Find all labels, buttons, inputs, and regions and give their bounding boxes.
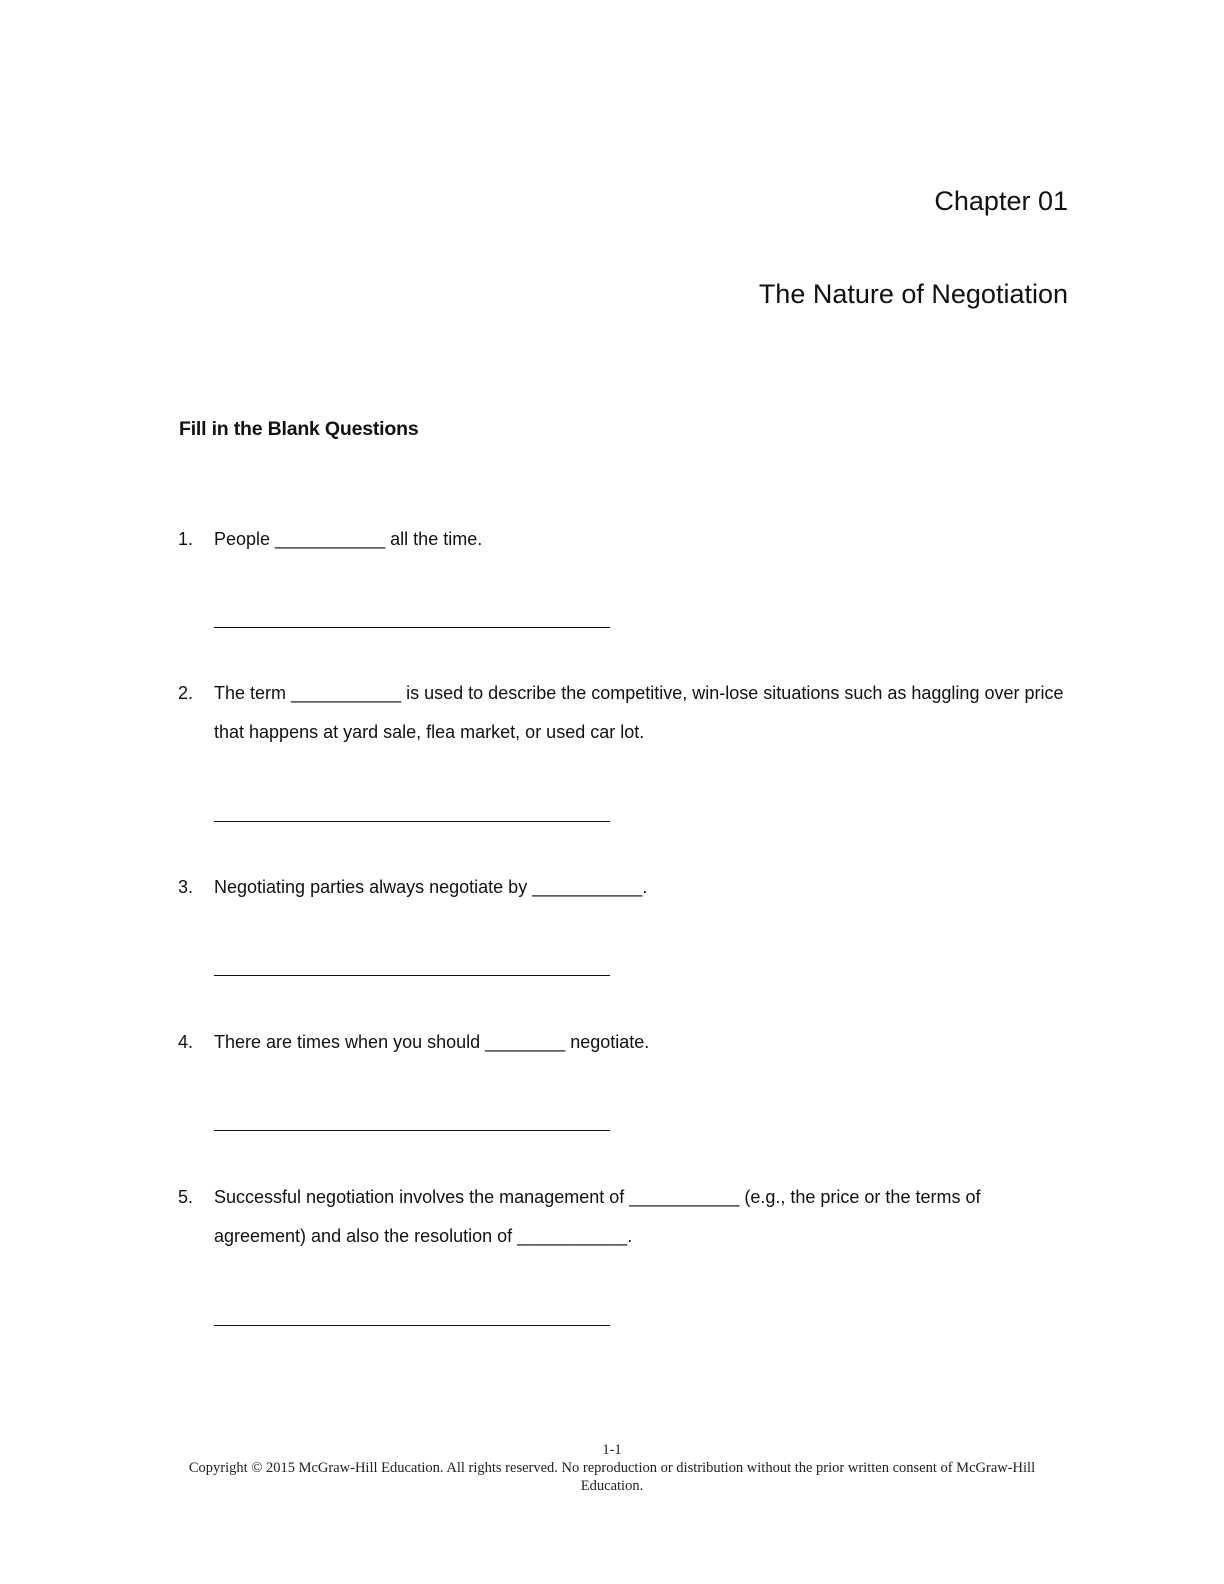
answer-line-4 xyxy=(214,1130,610,1131)
question-number: 4. xyxy=(178,1032,194,1052)
answer-line-2 xyxy=(214,821,610,822)
chapter-title: The Nature of Negotiation xyxy=(758,279,1068,309)
page-footer xyxy=(0,1441,1224,1495)
question-number: 2. xyxy=(178,683,194,703)
question-text: Negotiating parties always negotiate by ___________. xyxy=(214,877,648,897)
question-number: 1. xyxy=(178,529,194,549)
answer-line-1 xyxy=(214,627,610,628)
chapter-label: Chapter 01 xyxy=(934,186,1068,216)
question-number: 3. xyxy=(178,877,194,897)
answer-line-5 xyxy=(214,1325,610,1326)
question-5 xyxy=(178,1178,1068,1256)
question-3 xyxy=(178,868,1068,907)
question-text: The term ___________ is used to describe the competitive, win-lose situations such as haggling over price that happens at yard sale, flea market, or used car lot. xyxy=(214,683,1064,742)
answer-line-3 xyxy=(214,975,610,976)
question-text: People ___________ all the time. xyxy=(214,529,483,549)
copyright-notice: Copyright © 2015 McGraw-Hill Education. All rights reserved. No reproduction or distribution without the prior written consent of McGraw-Hill Education. xyxy=(188,1460,1036,1494)
question-4 xyxy=(178,1023,1068,1062)
question-text: There are times when you should ________ negotiate. xyxy=(214,1032,650,1052)
question-text: Successful negotiation involves the management of ___________ (e.g., the price or the terms of agreement) and also the resolution of ___________. xyxy=(214,1187,981,1246)
page-number: 1-1 xyxy=(602,1442,622,1458)
question-1 xyxy=(178,520,1068,559)
section-heading: Fill in the Blank Questions xyxy=(179,418,419,440)
question-number: 5. xyxy=(178,1187,194,1207)
question-2 xyxy=(178,674,1068,752)
